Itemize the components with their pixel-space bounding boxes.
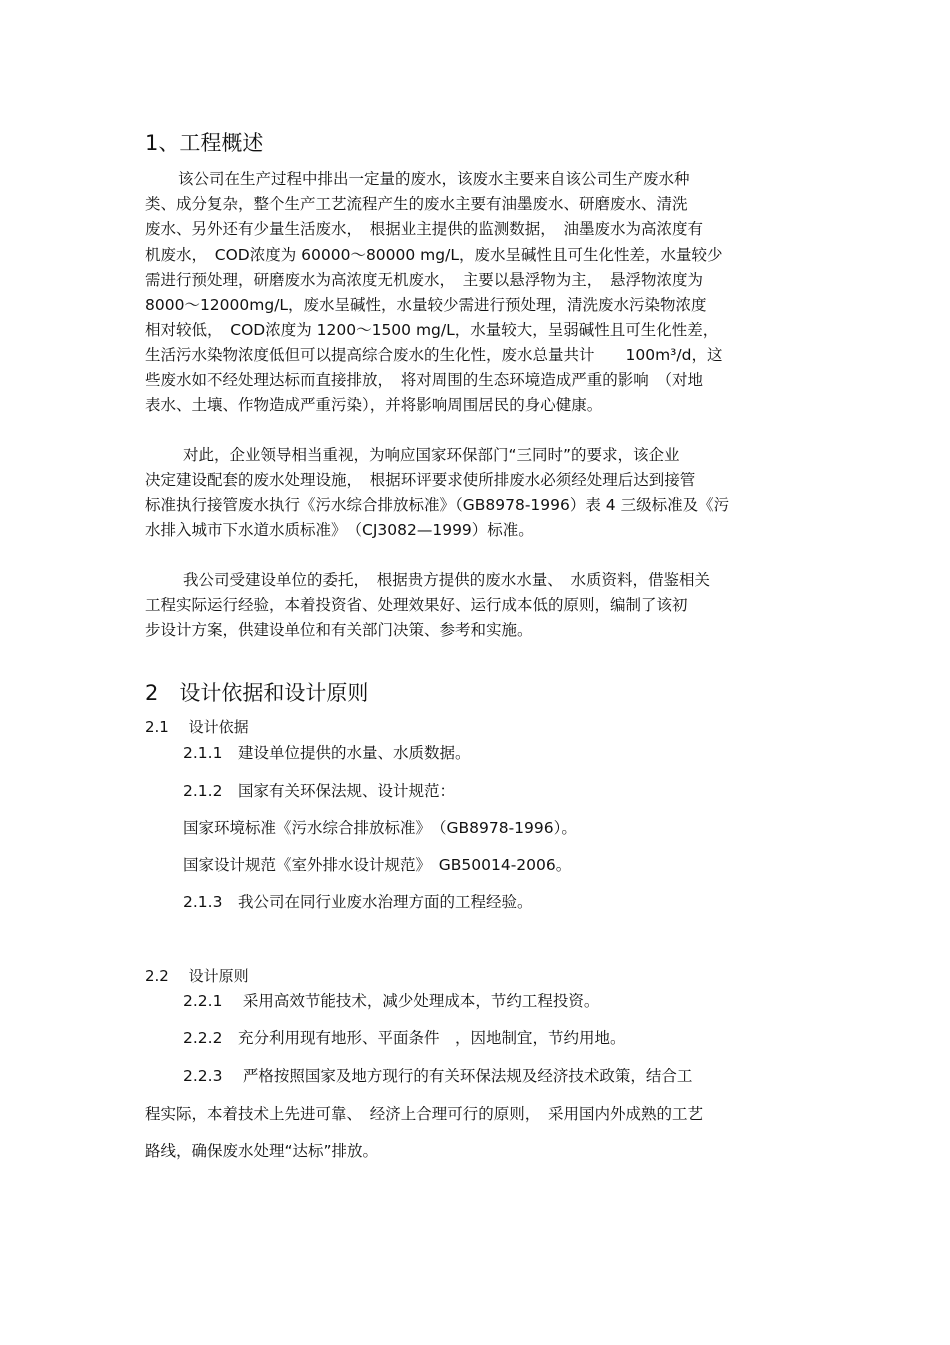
para1-line: 8000～12000mg/L，废水呈碱性，水量较少需进行预处理，清洗废水污染物浓度 xyxy=(145,296,707,314)
subsection-item: 2.2.3 严格按照国家及地方现行的有关环保法规及经济技术政策，结合工 xyxy=(183,1067,693,1085)
subsection-item-continuation: 程实际，本着技术上先进可靠、 经济上合理可行的原则， 采用国内外成熟的工艺 xyxy=(145,1105,704,1123)
para1-line: 表水、土壤、作物造成严重污染），并将影响周围居民的身心健康。 xyxy=(145,396,603,414)
para2-line: 对此，企业领导相当重视，为响应国家环保部门“三同时”的要求，该企业 xyxy=(183,446,680,464)
para1-line: 该公司在生产过程中排出一定量的废水，该废水主要来自该公司生产废水种 xyxy=(178,170,690,188)
para2-line: 标准执行接管废水执行《污水综合排放标准》（GB8978-1996）表 4 三级标准及《污 xyxy=(145,496,730,514)
standard-reference: 国家环境标准《污水综合排放标准》 （GB8978-1996）。 xyxy=(183,819,577,837)
para3-line: 工程实际运行经验，本着投资省、处理效果好、运行成本低的原则，编制了该初 xyxy=(145,596,688,614)
para3-line: 我公司受建设单位的委托， 根据贵方提供的废水水量、 水质资料，借鉴相关 xyxy=(183,571,711,589)
section-1-title: 1、工程概述 xyxy=(145,131,264,155)
subsection-item: 2.2.1 采用高效节能技术，减少处理成本，节约工程投资。 xyxy=(183,992,600,1010)
para1-line: 生活污水染物浓度低但可以提高综合废水的生化性，废水总量共计 100m³/d，这 xyxy=(145,346,723,364)
para1-line: 机废水， COD浓度为 60000～80000 mg/L，废水呈碱性且可生化性差，水量较少 xyxy=(145,246,723,264)
subsection-item-continuation: 路线，确保废水处理“达标”排放。 xyxy=(145,1142,379,1160)
para2-line: 决定建设配套的废水处理设施， 根据环评要求使所排废水必须经处理后达到接管 xyxy=(145,471,696,489)
standard-reference: 国家设计规范《室外排水设计规范》 GB50014-2006。 xyxy=(183,856,572,874)
subsection-item: 2.1.3 我公司在同行业废水治理方面的工程经验。 xyxy=(183,893,533,911)
para1-line: 类、成分复杂，整个生产工艺流程产生的废水主要有油墨废水、研磨废水、清洗 xyxy=(145,195,688,213)
para1-line: 废水、另外还有少量生活废水， 根据业主提供的监测数据， 油墨废水为高浓度有 xyxy=(145,220,704,238)
section-2-title: 2 设计依据和设计原则 xyxy=(145,681,369,705)
subsection-item: 2.2.2 充分利用现有地形、平面条件 ，因地制宜，节约用地。 xyxy=(183,1029,626,1047)
para1-line: 相对较低， COD浓度为 1200～1500 mg/L，水量较大，呈弱碱性且可生化性差， xyxy=(145,321,719,339)
subsection-item: 2.1.1 建设单位提供的水量、水质数据。 xyxy=(183,744,471,762)
subsection-2-1-title: 2.1 设计依据 xyxy=(145,718,249,736)
para1-line: 些废水如不经处理达标而直接排放， 将对周围的生态环境造成严重的影响 （对地 xyxy=(145,371,704,389)
subsection-item: 2.1.2 国家有关环保法规、设计规范： xyxy=(183,782,455,800)
subsection-2-2-title: 2.2 设计原则 xyxy=(145,967,249,985)
para3-line: 步设计方案，供建设单位和有关部门决策、参考和实施。 xyxy=(145,621,533,639)
para1-line: 需进行预处理，研磨废水为高浓度无机废水， 主要以悬浮物为主， 悬浮物浓度为 xyxy=(145,271,704,289)
para2-line: 水排入城市下水道水质标准》 （CJ3082—1999）标准。 xyxy=(145,521,534,539)
